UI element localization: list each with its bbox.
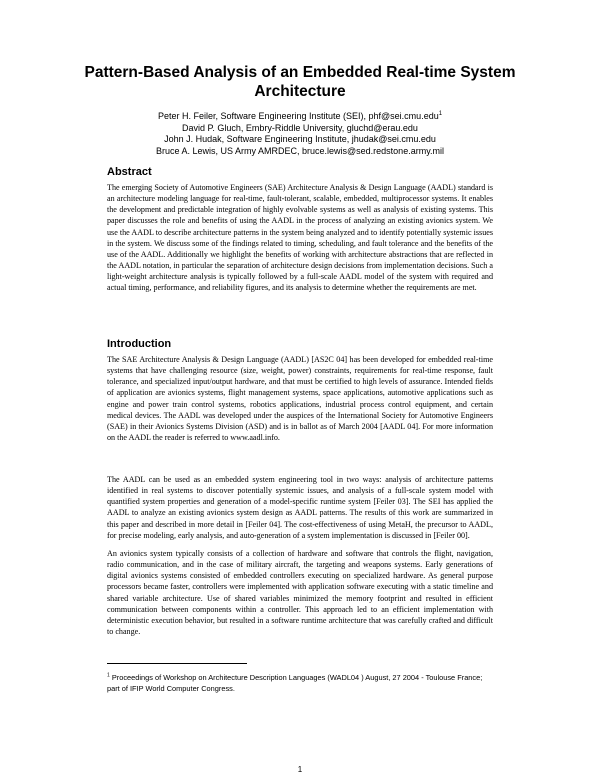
abstract-heading: Abstract [107, 166, 152, 178]
footnote-divider [107, 663, 247, 664]
intro-paragraph-2: The AADL can be used as an embedded system engineering tool in two ways: analysis of architecture patterns identified in real systems to discover potentially systemic issues, and analysis of a full-scale system model with quantified system properties and generation of a model-specific runtime system [Feiler 03]. The SEI has applied the AADL to analyze an existing avionics system design as AADL patterns. The results of this work are summarized in this paper and described in more detail in [Feiler 04]. The cost-effectiveness of using MetaH, the precursor to AADL, for precise modeling, early analysis, and auto-generation of a system implementation is discussed in [Feiler 00]. [107, 475, 493, 540]
intro-paragraph-3: An avionics system typically consists of a collection of hardware and software that controls the flight, navigation, radio communication, and in the case of military aircraft, the targeting and weapons systems. Early generations of digital avionics systems consisted of embedded controllers executing on specialized hardware. As general purpose processors became faster, controllers were implemented with application software executing with a static timeline and shared variable architecture. Use of shared variables minimized the memory footprint and resulted in efficient communication between components within a controller. This approach led to an efficient implementation with deterministic execution behavior, but resulted in a software runtime architecture that was carefully crafted and difficult to change. [107, 549, 493, 636]
introduction-heading: Introduction [107, 338, 172, 350]
paper-title: Pattern-Based Analysis of an Embedded Real-time System Architecture [84, 64, 516, 100]
author-lewis: Bruce A. Lewis, US Army AMRDEC, bruce.lewis@sed.redstone.army.mil [155, 145, 445, 156]
footnote-text: Proceedings of Workshop on Architecture Description Languages (WADL04 ) August, 27 2004 - Toulouse France; part of IFIP World Computer Congress. [107, 673, 483, 693]
abstract-text: The emerging Society of Automotive Engineers (SAE) Architecture Analysis & Design Language (AADL) standard is an architecture modeling language for real-time, fault-tolerant, scalable, embedded, multiprocessor systems. It enables the development and predictable integration of highly evolvable systems as well as analysis of existing systems. This paper discusses the role and benefits of using the AADL in the process of analyzing an existing avionics system. We use the AADL to describe architecture patterns in the system being analyzed and to identify potentially systemic issues in the system. We discuss some of the findings related to timing, scheduling, and fault tolerance and the benefits of the use of the AADL. Additionally we highlight the benefits of working with architecture abstractions that are reflected in the AADL notation, in particular the separation of architecture design decisions from implementation decisions. Such a light-weight architecture analysis is typically followed by a full-scale AADL model of the system with required and actual timing, performance, and reliability figures, and its analysis to determine whether the requirements are met. [107, 183, 493, 293]
author-line [60, 123, 540, 135]
footnote-number: 1 [107, 672, 110, 679]
footnote [107, 672, 497, 694]
author-line [60, 146, 540, 158]
author-line [60, 111, 540, 123]
footnote-marker: 1 [438, 111, 443, 117]
intro-paragraph-1: The SAE Architecture Analysis & Design Language (AADL) [AS2C 04] has been developed for embedded real-time systems that have challenging resource (size, weight, power) constraints, requirements for real-time response, fault tolerance, and specialized input/output hardware, and that must be certified to high levels of assurance. Intended fields of application are avionics systems, flight management systems, space applications, automotive applications such as engine and power train control systems, robotics applications, industrial process control equipment, and certain medical devices. The AADL was developed under the auspices of the International Society for Automotive Engineers (SAE) in their Avionics Systems Division (ASD) and is in ballot as of March 2004 [AADL 04]. For more information on the AADL the reader is referred to www.aadl.info. [107, 355, 493, 442]
page-number: 1 [297, 765, 303, 774]
author-gluch: David P. Gluch, Embry-Riddle University, gluchd@erau.edu [182, 122, 418, 133]
author-line [60, 134, 540, 146]
author-hudak: John J. Hudak, Software Engineering Institute, jhudak@sei.cmu.edu [164, 134, 436, 144]
author-block [60, 111, 540, 157]
author-feiler: Peter H. Feiler, Software Engineering Institute (SEI), phf@sei.cmu.edu [157, 111, 439, 121]
